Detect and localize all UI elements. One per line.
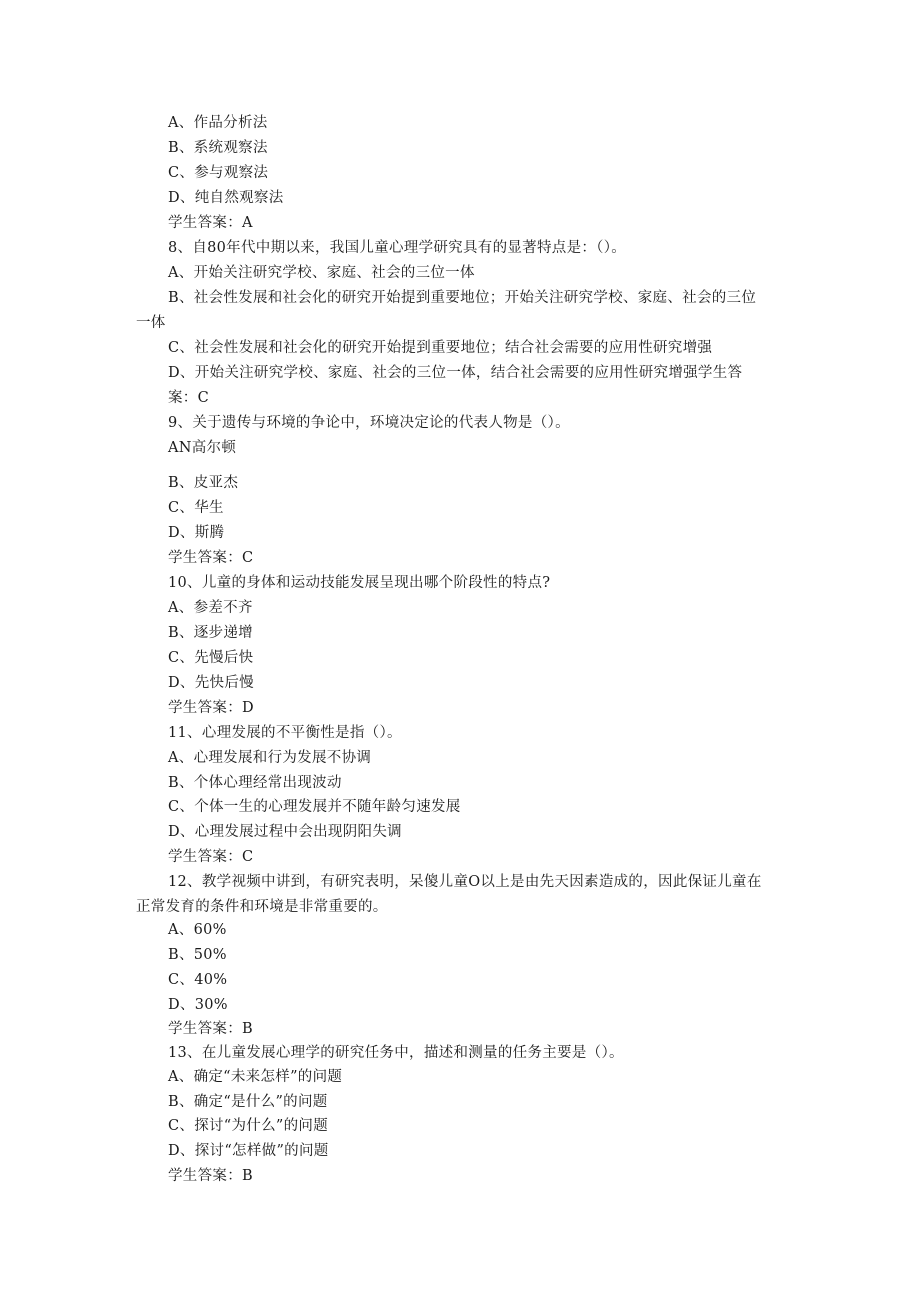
q13-question: 13、在儿童发展心理学的研究任务中，描述和测量的任务主要是（）。 — [168, 1045, 624, 1061]
q10-option-a: A、参差不齐 — [168, 600, 253, 616]
q9-student-answer: 学生答案：C — [168, 550, 254, 566]
q13-option-a: A、确定“未来怎样”的问题 — [168, 1069, 343, 1085]
q11-option-d: D、心理发展过程中会出现阴阳失调 — [168, 824, 402, 840]
q8-option-b: B、社会性发展和社会化的研究开始提到重要地位；开始关注研究学校、家庭、社会的三位 — [168, 290, 757, 306]
q10-option-b: B、逐步递增 — [168, 625, 253, 641]
q12-option-d: D、30% — [168, 997, 228, 1013]
q13-option-d: D、探讨“怎样做”的问题 — [168, 1143, 329, 1159]
q12-option-c: C、40% — [168, 972, 228, 988]
q9-option-a: AN高尔顿 — [168, 440, 237, 456]
q9-option-d: D、斯腾 — [168, 525, 225, 541]
q8-question: 8、自80年代中期以来，我国儿童心理学研究具有的显著特点是：（）。 — [168, 240, 627, 256]
q12-question-continued: 正常发育的条件和环境是非常重要的。 — [136, 899, 388, 915]
q10-option-d: D、先快后慢 — [168, 675, 254, 691]
q9-option-b: B、皮亚杰 — [168, 475, 239, 491]
q12-student-answer: 学生答案：B — [168, 1021, 253, 1037]
q13-option-c: C、探讨“为什么”的问题 — [168, 1118, 329, 1134]
q10-student-answer: 学生答案：D — [168, 700, 254, 716]
q9-question: 9、关于遗传与环境的争论中，环境决定论的代表人物是（）。 — [168, 415, 570, 431]
q13-student-answer: 学生答案：B — [168, 1168, 253, 1184]
q7-student-answer: 学生答案：A — [168, 215, 253, 231]
q8-option-a: A、开始关注研究学校、家庭、社会的三位一体 — [168, 265, 475, 281]
q12-option-b: B、50% — [168, 947, 227, 963]
q8-student-answer: 案：C — [168, 390, 209, 406]
q13-option-b: B、确定“是什么”的问题 — [168, 1094, 328, 1110]
q8-option-b-continued: 一体 — [136, 315, 166, 331]
q11-option-c: C、个体一生的心理发展并不随年龄匀速发展 — [168, 799, 461, 815]
q11-question: 11、心理发展的不平衡性是指（）。 — [168, 725, 402, 741]
q8-option-c: C、社会性发展和社会化的研究开始提到重要地位；结合社会需要的应用性研究增强 — [168, 340, 713, 356]
q12-question: 12、教学视频中讲到，有研究表明，呆傻儿童O以上是由先天因素造成的，因此保证儿童在 — [168, 874, 762, 890]
q11-option-a: A、心理发展和行为发展不协调 — [168, 750, 372, 766]
q7-option-b: B、系统观察法 — [168, 140, 268, 156]
q11-student-answer: 学生答案：C — [168, 849, 254, 865]
q12-option-a: A、60% — [168, 922, 227, 938]
q7-option-d: D、纯自然观察法 — [168, 190, 284, 206]
q7-option-c: C、参与观察法 — [168, 165, 269, 181]
q8-option-d: D、开始关注研究学校、家庭、社会的三位一体，结合社会需要的应用性研究增强学生答 — [168, 365, 743, 381]
q10-option-c: C、先慢后快 — [168, 650, 254, 666]
q7-option-a: A、作品分析法 — [168, 115, 268, 131]
q11-option-b: B、个体心理经常出现波动 — [168, 775, 342, 791]
q9-option-c: C、华生 — [168, 500, 224, 516]
q10-question: 10、儿童的身体和运动技能发展呈现出哪个阶段性的特点? — [168, 575, 551, 591]
